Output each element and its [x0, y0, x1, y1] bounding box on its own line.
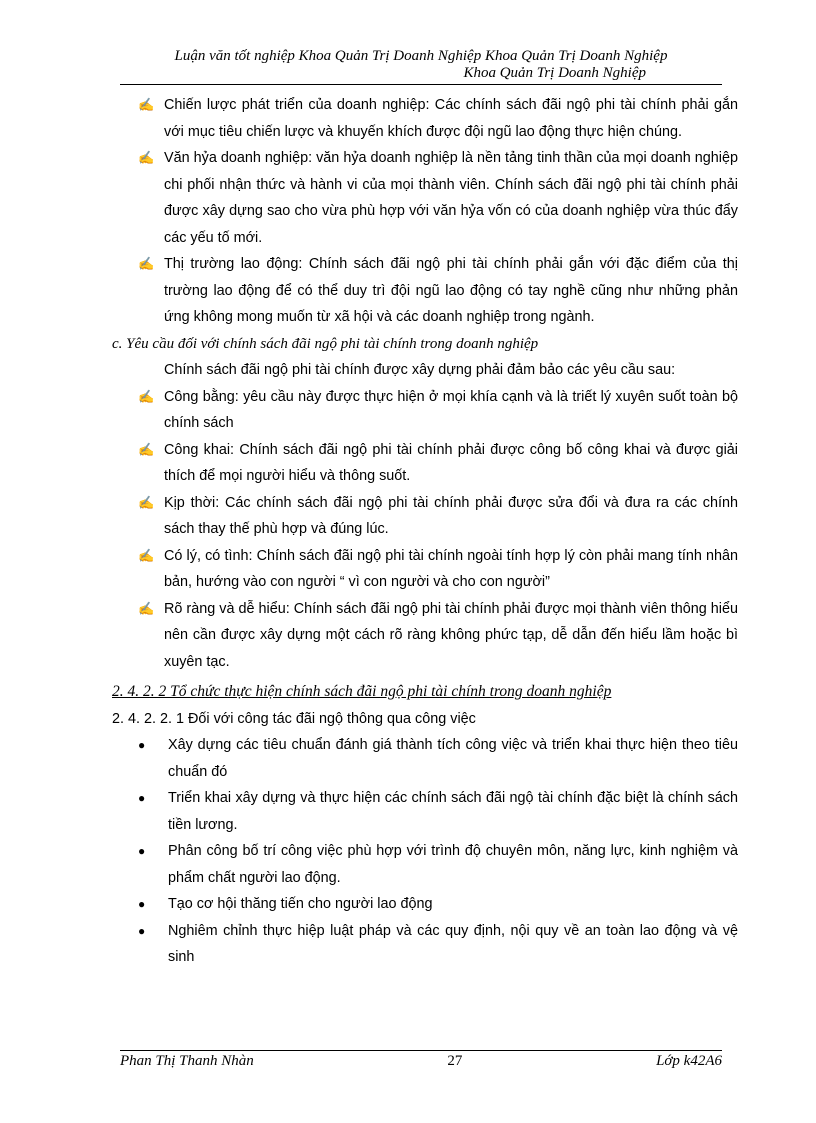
bullet-icon: ●	[138, 844, 146, 858]
header-line-1: Luận văn tốt nghiệp Khoa Quản Trị Doanh Nghiệp Khoa Quản Trị Doanh Nghiệp	[174, 48, 668, 64]
list-item-text: Công khai: Chính sách đãi ngộ phi tài chính phải được công bố công khai và được giải thích để mọi người hiểu và thông suốt.	[164, 441, 738, 484]
page-footer	[120, 1050, 722, 1070]
writing-hand-icon: ✍	[138, 256, 155, 271]
list-item-text: Phân công bố trí công việc phù hợp với trình độ chuyên môn, năng lực, kinh nghiệm và phẩm chất người lao động.	[168, 843, 738, 886]
list-item	[112, 596, 738, 676]
list-item	[112, 732, 738, 785]
list-item	[112, 145, 738, 251]
list-item-text: Triển khai xây dựng và thực hiện các chính sách đãi ngộ tài chính đặc biệt là chính sách tiền lương.	[168, 790, 738, 833]
page-number: 27	[447, 1053, 463, 1069]
page-header	[120, 48, 722, 85]
list-item	[112, 891, 738, 918]
bullet-icon: ●	[138, 791, 146, 805]
list-item-text: Tạo cơ hội thăng tiến cho người lao động	[168, 896, 433, 912]
writing-hand-icon: ✍	[138, 441, 155, 457]
list-item	[112, 543, 738, 596]
bullet-icon: ●	[138, 923, 146, 938]
bullet-icon: ●	[138, 897, 146, 911]
header-line-2: Khoa Quản Trị Doanh Nghiệp	[463, 65, 646, 81]
section-intro: Chính sách đãi ngộ phi tài chính được xây dựng phải đảm bảo các yêu cầu sau:	[164, 362, 676, 378]
writing-hand-icon: ✍	[138, 600, 155, 616]
list-item	[112, 490, 738, 543]
writing-hand-icon: ✍	[138, 388, 155, 404]
list-item	[112, 251, 738, 331]
page-body	[112, 92, 738, 971]
footer-author: Phan Thị Thanh Nhàn	[120, 1053, 254, 1069]
footer-rule	[120, 1050, 722, 1051]
list-item-text: Nghiêm chỉnh thực hiệp luật pháp và các quy định, nội quy về an toàn lao động và vệ sinh	[168, 922, 738, 965]
list-item	[112, 92, 738, 145]
list-item	[112, 785, 738, 838]
writing-hand-icon: ✍	[138, 150, 155, 165]
list-item-text: Chiến lược phát triển của doanh nghiệp: Các chính sách đãi ngộ phi tài chính phải gắn với mục tiêu chiến lược và khuyến khích được đội ngũ lao động thực hiện chúng.	[164, 97, 738, 140]
bullet-icon: ●	[138, 738, 146, 752]
list-item-text: Rõ ràng và dễ hiểu: Chính sách đãi ngộ phi tài chính phải được mọi thành viên thông hiểu nên cần được xây dựng một cách rõ ràng không phức tạp, dễ dẫn đến hiểu lầm hoặc bì xuyên tạc.	[164, 600, 738, 670]
section-heading-c: c. Yêu cầu đối với chính sách đãi ngộ phi tài chính trong doanh nghiệp	[112, 335, 539, 352]
writing-hand-icon: ✍	[138, 547, 155, 563]
list-item-text: Có lý, có tình: Chính sách đãi ngộ phi tài chính ngoài tính hợp lý còn phải mang tính nhân bản, hướng vào con người “ vì con người và cho con người”	[164, 547, 738, 590]
list-item-text: Thị trường lao động: Chính sách đãi ngộ phi tài chính phải gắn với đặc điểm của thị trường lao động để có thể duy trì đội ngũ lao động có tay nghề cũng như những phản ứng không mong muốn từ xã hội và các doanh nghiệp trong ngành.	[164, 256, 738, 325]
list-item	[112, 384, 738, 437]
list-item-text: Công bằng: yêu cầu này được thực hiện ở mọi khía cạnh và là triết lý xuyên suốt toàn bộ chính sách	[164, 388, 738, 431]
subsection-heading-24221: 2. 4. 2. 2. 1 Đối với công tác đãi ngộ thông qua công việc	[112, 710, 476, 727]
section-heading-2422: 2. 4. 2. 2 Tổ chức thực hiện chính sách đãi ngộ phi tài chính trong doanh nghiệp	[112, 683, 612, 700]
list-item	[112, 437, 738, 490]
list-item	[112, 918, 738, 971]
list-item	[112, 838, 738, 891]
footer-class: Lớp k42A6	[656, 1053, 722, 1069]
list-item-text: Kịp thời: Các chính sách đãi ngộ phi tài chính phải được sửa đổi và đưa ra các chính sách thay thế phù hợp và đúng lúc.	[164, 494, 738, 537]
writing-hand-icon: ✍	[138, 494, 155, 510]
list-item-text: Văn hỷa doanh nghiệp: văn hỷa doanh nghiệp là nền tảng tinh thần của mọi doanh nghiệp chi phối nhận thức và hành vi của mọi thành viên. Chính sách đãi ngộ phi tài chính phải được xây dựng sao cho vừa phù hợp với văn hỷa vốn có của doanh nghiệp vừa thúc đẩy các yếu tố mới.	[164, 150, 738, 246]
writing-hand-icon: ✍	[138, 97, 155, 112]
list-item-text: Xây dựng các tiêu chuẩn đánh giá thành tích công việc và triển khai thực hiện theo tiêu chuẩn đó	[168, 737, 738, 780]
header-rule	[120, 84, 722, 85]
